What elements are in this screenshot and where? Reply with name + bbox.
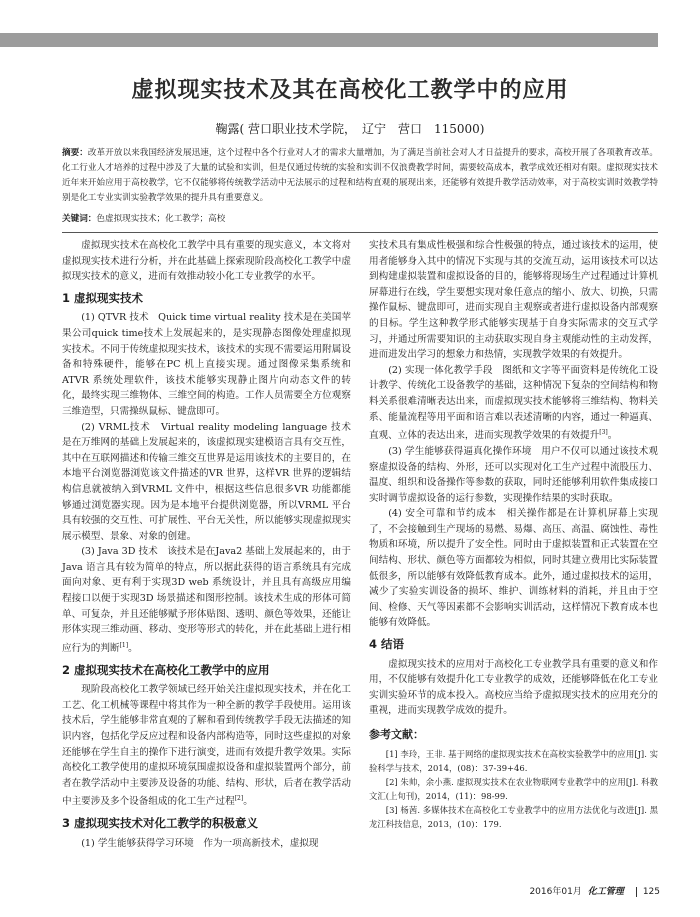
citation: [1] xyxy=(119,641,129,649)
references-heading: 参考文献： xyxy=(369,728,424,741)
keywords xyxy=(62,212,658,224)
magazine-name: 化工管理 xyxy=(587,887,624,897)
paragraph-application: 现阶段高校化工教学领域已经开始关注虚拟现实技术，并在化工工艺、化工机械等课程中将其作为一种全新的教学手段使用。运用该技术后，学生能够非常直观的了解和看到传统教学手段无法描述的知识内容，包括化学反应过程和设备内部构造等，同时这些虚拟的对象还能够在学生自主的操作下进行演变，进而有效提升教学效果。实际高校化工教学使用的虚拟环境氛围虚拟设备和虚拟装置两个部分，前者在教学活动中主要涉及设备的功能、结构、形状，后者在教学活动中主要涉及多个设备组成的化工生产过程[2]。 xyxy=(62,684,351,808)
right-column xyxy=(369,238,658,831)
citation: [2] xyxy=(234,795,244,803)
section-heading-3: 3 虚拟现实技术对化工教学的积极意义 xyxy=(62,816,259,831)
keywords-label: 关键词： xyxy=(62,214,97,224)
keywords-text: 色虚拟现实技术；化工教学；高校 xyxy=(96,214,226,224)
section-heading-4: 4 结语 xyxy=(369,637,405,652)
footer-separator xyxy=(636,887,637,897)
header-bar xyxy=(0,33,658,47)
intro-paragraph: 虚拟现实技术在高校化工教学中具有重要的现实意义，本文将对虚拟现实技术进行分析，并在此基础上探索现阶段高校化工教学中虚拟现实技术的意义，进而有效推动较小化工专业教学的水平。 xyxy=(62,240,351,283)
paragraph-vrml: (2) VRML技术 Virtual reality modeling language 技术是在万维网的基础上发展起来的，该虚拟现实建模语言具有交互性，其中在互联网描述和传输三维交互世界是运用该技术的主要目的，在本地平台浏览器浏览该文件描述的VR 世界，这样VR 世界的逻辑结构信息就被纳入到VRML 文件中，根据这些信息很多VR 功能都能够通过浏览器实现。因为是本地平台提供浏览器，所以VRML 平台具有较强的交互性、可扩展性、平台无关性，所以能够实现虚拟现实展示模型、景象、对象的创建。 xyxy=(62,421,351,542)
paragraph-significance-1: (1) 学生能够获得学习环境 作为一项高新技术，虚拟现 xyxy=(81,837,319,849)
paragraph-conclusion: 虚拟现实技术的应用对于高校化工专业教学具有重要的意义和作用，不仅能够有效提升化工专业教学的成效，还能够降低在化工专业实训实验环节的成本投入。高校应当给予虚拟现实技术的应用充分的重视，进而实现教学成效的提升。 xyxy=(369,658,658,717)
issue-date: 2016年01月 xyxy=(529,887,582,897)
citation: [3] xyxy=(599,429,608,437)
paragraph-significance-2: (2) 实现一体化教学手段 图纸和文字等平面资料是传统化工设计教学、传统化工设备教学的基础，这种情况下复杂的空间结构和物料关系很难清晰表达出来，而虚拟现实技术能够将三维结构、物料关系、能量流程等用平面和语言难以表述清晰的内容，通过一种逼真、直观、立体的表达出来，进而实现教学效果的有效提升[3]。 xyxy=(369,364,658,442)
page-number: 125 xyxy=(642,887,660,897)
divider xyxy=(62,232,658,233)
paragraph-java3d: (3) Java 3D 技术 该技术是在Java2 基础上发展起来的，由于Java 语言具有较为简单的特点，所以据此获得的语言系统具有完成面向对象、更有利于实现3D web 系统设计，并且具有高级应用编程接口以便于实现3D 场景描述和图形控制。该技术生成的形体可简单、可复杂，并且还能够赋予形体贴图、透明、颜色等效果，还能让形体实现三维动画、移动、变形等形式的转化，并在此基础上进行相应行为的判断[1]。 xyxy=(62,546,351,655)
abstract-text: 改革开放以来我国经济发展迅速，这个过程中各个行业对人才的需求大量增加，为了满足当前社会对人才日益提升的要求，高校开展了各项教育改革。化工行业人才培养的过程中涉及了大量的试验和实训，但是仅通过传统的实验和实训不仅浪费教学时间，需要较高成本，教学成效还相对有限。虚拟现实技术近年来开始应用于高校教学，它不仅能够将传统教学活动中无法展示的过程和结构直观的展现出来，还能够有效提升教学活动效率，对于高校实训时效教学特别是化工专业实训实验教学效果的提升具有重要意义。 xyxy=(62,148,658,203)
paragraph-qtvr: (1) QTVR 技术 Quick time virtual reality 技术是在美国苹果公司quick time技术上发展起来的，是实现静态图像处理虚拟现实技术。不同于传统虚拟现实技术，该技术的实现不需要运用附属设备和特殊硬件，能够在PC 机上直接实现。通过图像采集系统和ATVR 系统处理软件，该技术能够实现静止图片向动态文件的转化，最终实现三维物体、三维空间的构造。工作人员需要全方位观察三维造型，只需操纵鼠标、键盘即可。 xyxy=(62,312,351,417)
reference-item: [1] 李玲，王非. 基于网络的虚拟现实技术在高校实验教学中的应用[J]. 实验科学与技术，2014，(08)：37-39+46. xyxy=(369,748,658,773)
left-column xyxy=(62,238,351,851)
paragraph-significance-4: (4) 安全可靠和节约成本 相关操作都是在计算机屏幕上实现了，不会接触到生产现场的易燃、易爆、高压、高温、腐蚀性、毒性物质和环境，所以提升了安全性。同时由于虚拟装置和正式装置在空间结构、形状、颜色等方面都较为相似，同时其建立费用比实际装置低很多，所以能够有效降低教育成本。此外，通过虚拟技术的运用，减少了实验实训设备的损坏、维护、训练材料的消耗，并且由于空间、检修、天气等因素都不会影响实训活动，这样情况下教育成本也能够有效降低。 xyxy=(369,508,658,629)
author-affiliation: 鞠露( 营口职业技术学院， 辽宁 营口 115000) xyxy=(215,122,485,136)
abstract xyxy=(62,146,658,206)
page-footer xyxy=(529,884,660,897)
abstract-label: 摘要： xyxy=(62,148,88,158)
paragraph-continued: 实技术具有集成性极强和综合性极强的特点，通过该技术的运用，使用者能够身入其中的情况下实现与其的交流互动，运用该技术可以达到构建虚拟装置和虚拟设备的目的，能够将现场生产过程通过计算机屏幕进行在线，学生要想实现对象任意点的缩小、放大、切换，只需操作鼠标、键盘即可，进而实现自主观察或者进行虚拟设备内部观察的目标。学生这种教学形式能够实现基于自身实际需求的交互式学习，并通过所需要知识的主动获取实现自身主观能动性的主动发挥，进而进发出学习的想象力和热情，实现教学效果的有效提升。 xyxy=(369,240,658,361)
paragraph-significance-3: (3) 学生能够获得逼真化操作环境 用户不仅可以通过该技术观察虚拟设备的结构、外形，还可以实现对化工生产过程中流股压力、温度、组织和设备操作等参数的获取，同时还能够利用软件集成接口实时调节虚拟设备的运行参数，实现操作结果的实时获取。 xyxy=(369,445,658,504)
reference-item: [2] 朱帅，余小燕. 虚拟现实技术在农业物联网专业教学中的应用[J]. 科教文汇(上旬刊)，2014，(11)：98-99. xyxy=(369,776,658,801)
article-title: 虚拟现实技术及其在高校化工教学中的应用 xyxy=(131,78,569,103)
reference-item: [3] 杨茜. 多媒体技术在高校化工专业教学中的应用方法优化与改进[J]. 黑龙江科技信息，2013，(10)：179. xyxy=(369,804,658,829)
section-heading-2: 2 虚拟现实技术在高校化工教学中的应用 xyxy=(62,662,270,677)
section-heading-1: 1 虚拟现实技术 xyxy=(62,290,144,305)
